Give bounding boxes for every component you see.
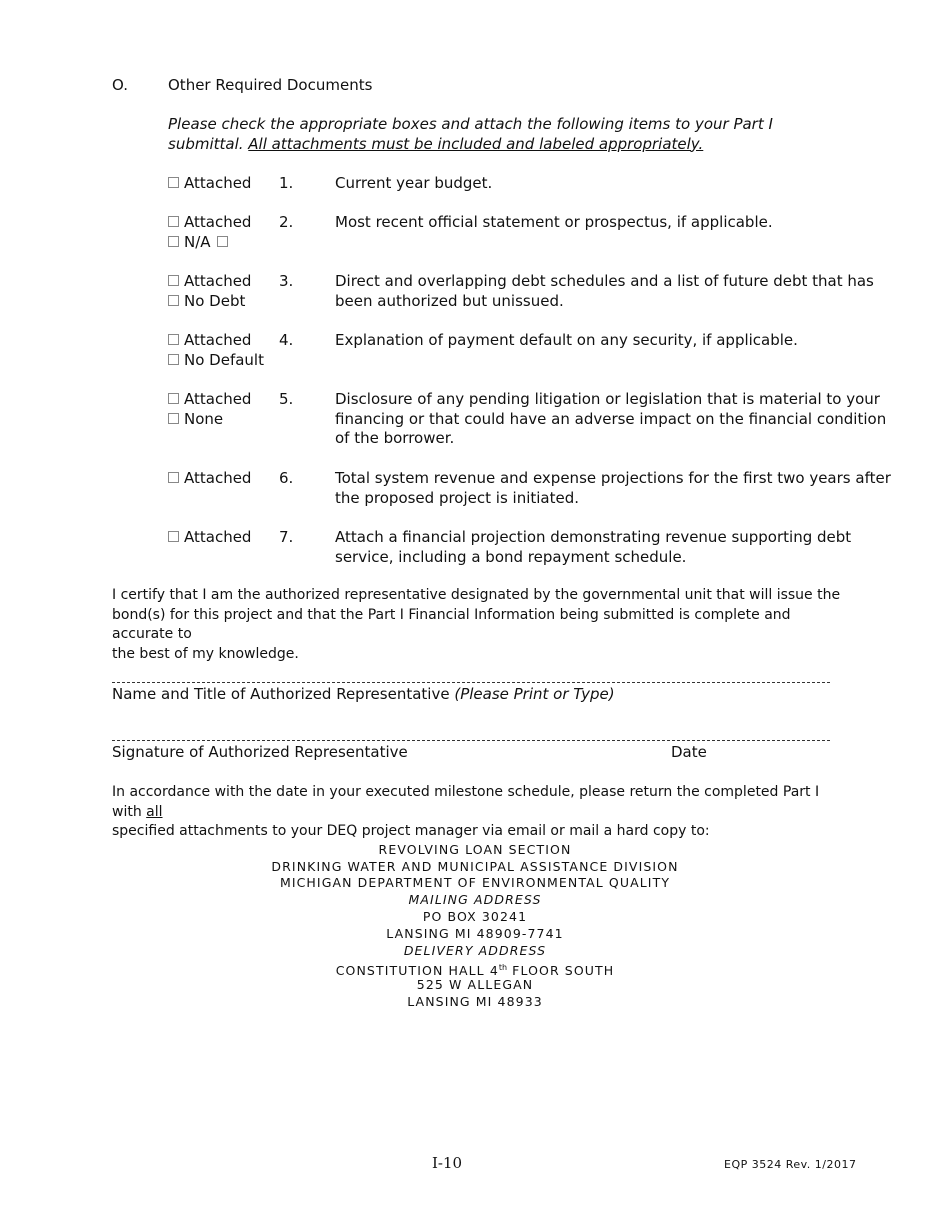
instructions	[168, 115, 828, 154]
name-title-label: Name and Title of Authorized Representative (Please Print or Type)	[112, 685, 615, 703]
checkbox-row[interactable]: Attached	[168, 331, 264, 351]
item-5-text: Disclosure of any pending litigation or legislation that is material to your financing or that could have an adverse impact on the financial condition of the borrower.	[335, 390, 887, 447]
page-number: I-10	[432, 1154, 463, 1172]
signature-label: Signature of Authorized Representative	[112, 743, 408, 761]
mailing-heading: MAILING ADDRESS	[408, 892, 542, 907]
item-3-number: 3.	[279, 272, 294, 290]
checkbox-none[interactable]	[168, 413, 179, 424]
checkbox-attached[interactable]	[168, 177, 179, 188]
delivery-line1: CONSTITUTION HALL 4th FLOOR SOUTH	[335, 963, 615, 979]
item-2-number: 2.	[279, 213, 294, 231]
certification-text: I certify that I am the authorized representative designated by the governmental unit that will issue the bond(s) for this project and that the Part I Financial Information being submitted is complete and accurate to the best of my knowledge.	[112, 587, 841, 662]
instructions-text: Please check the appropriate boxes and attach the following items to your Part I submittal.	[168, 115, 773, 153]
delivery-heading: DELIVERY ADDRESS	[403, 943, 547, 958]
item-6-checkboxes	[168, 469, 251, 489]
item-4-number: 4.	[279, 331, 294, 349]
checkbox-row[interactable]: Attached	[168, 174, 251, 194]
checkbox-attached[interactable]	[168, 472, 179, 483]
date-label: Date	[671, 743, 707, 761]
item-7-number: 7.	[279, 528, 294, 546]
form-number: EQP 3524 Rev. 1/2017	[724, 1158, 857, 1171]
checkbox-attached[interactable]	[168, 275, 179, 286]
street: 525 W ALLEGAN	[416, 977, 534, 992]
checkbox-attached[interactable]	[168, 393, 179, 404]
item-2-text: Most recent official statement or prospectus, if applicable.	[335, 213, 773, 231]
checkbox-row[interactable]: None	[168, 410, 251, 430]
checkbox-row[interactable]: No Debt	[168, 292, 251, 312]
item-1-text: Current year budget.	[335, 174, 493, 192]
item-7-checkboxes	[168, 528, 251, 548]
checkbox-row[interactable]: Attached	[168, 272, 251, 292]
address-section: REVOLVING LOAN SECTION	[378, 842, 572, 857]
checkbox-no-default[interactable]	[168, 354, 179, 365]
item-4-checkboxes	[168, 331, 264, 370]
item-4-text: Explanation of payment default on any security, if applicable.	[335, 331, 798, 349]
item-1-checkboxes	[168, 174, 251, 194]
item-2-checkboxes	[168, 213, 251, 252]
item-3-text: Direct and overlapping debt schedules and a list of future debt that has been authorized but unissued.	[335, 272, 874, 310]
checkbox-row[interactable]: Attached	[168, 469, 251, 489]
mailing-city: LANSING MI 48909-7741	[386, 926, 564, 941]
return-note: In accordance with the date in your executed milestone schedule, please return the completed Part I with all specified attachments to your DEQ project manager via email or mail a hard copy to:	[112, 784, 820, 839]
checkbox-row[interactable]: N/A	[168, 233, 251, 253]
signature-line[interactable]	[112, 740, 830, 741]
checkbox-row[interactable]: Attached	[168, 528, 251, 548]
checkbox-attached[interactable]	[168, 334, 179, 345]
item-1-number: 1.	[279, 174, 294, 192]
item-3-checkboxes	[168, 272, 251, 311]
checkbox-row[interactable]: Attached	[168, 213, 251, 233]
checkbox-row[interactable]: No Default	[168, 351, 264, 371]
instructions-emphasis: All attachments must be included and labeled appropriately.	[248, 134, 704, 153]
item-6-text: Total system revenue and expense projections for the first two years after the proposed project is initiated.	[335, 469, 891, 507]
item-5-number: 5.	[279, 390, 294, 408]
checkbox-na[interactable]	[168, 236, 179, 247]
delivery-city: LANSING MI 48933	[407, 994, 543, 1009]
item-6-number: 6.	[279, 469, 294, 487]
address-department: MICHIGAN DEPARTMENT OF ENVIRONMENTAL QUALITY	[279, 875, 671, 890]
address-division: DRINKING WATER AND MUNICIPAL ASSISTANCE DIVISION	[271, 859, 679, 874]
item-7-text: Attach a financial projection demonstrating revenue supporting debt service, including a bond repayment schedule.	[335, 528, 852, 566]
po-box: PO BOX 30241	[422, 909, 528, 924]
section-letter: O.	[112, 76, 128, 94]
checkbox-row[interactable]: Attached	[168, 390, 251, 410]
checkbox-na-extra[interactable]	[217, 236, 228, 247]
checkbox-attached[interactable]	[168, 216, 179, 227]
checkbox-attached[interactable]	[168, 531, 179, 542]
checkbox-no-debt[interactable]	[168, 295, 179, 306]
section-title: Other Required Documents	[168, 76, 373, 94]
item-5-checkboxes	[168, 390, 251, 429]
name-title-line[interactable]	[112, 682, 830, 683]
